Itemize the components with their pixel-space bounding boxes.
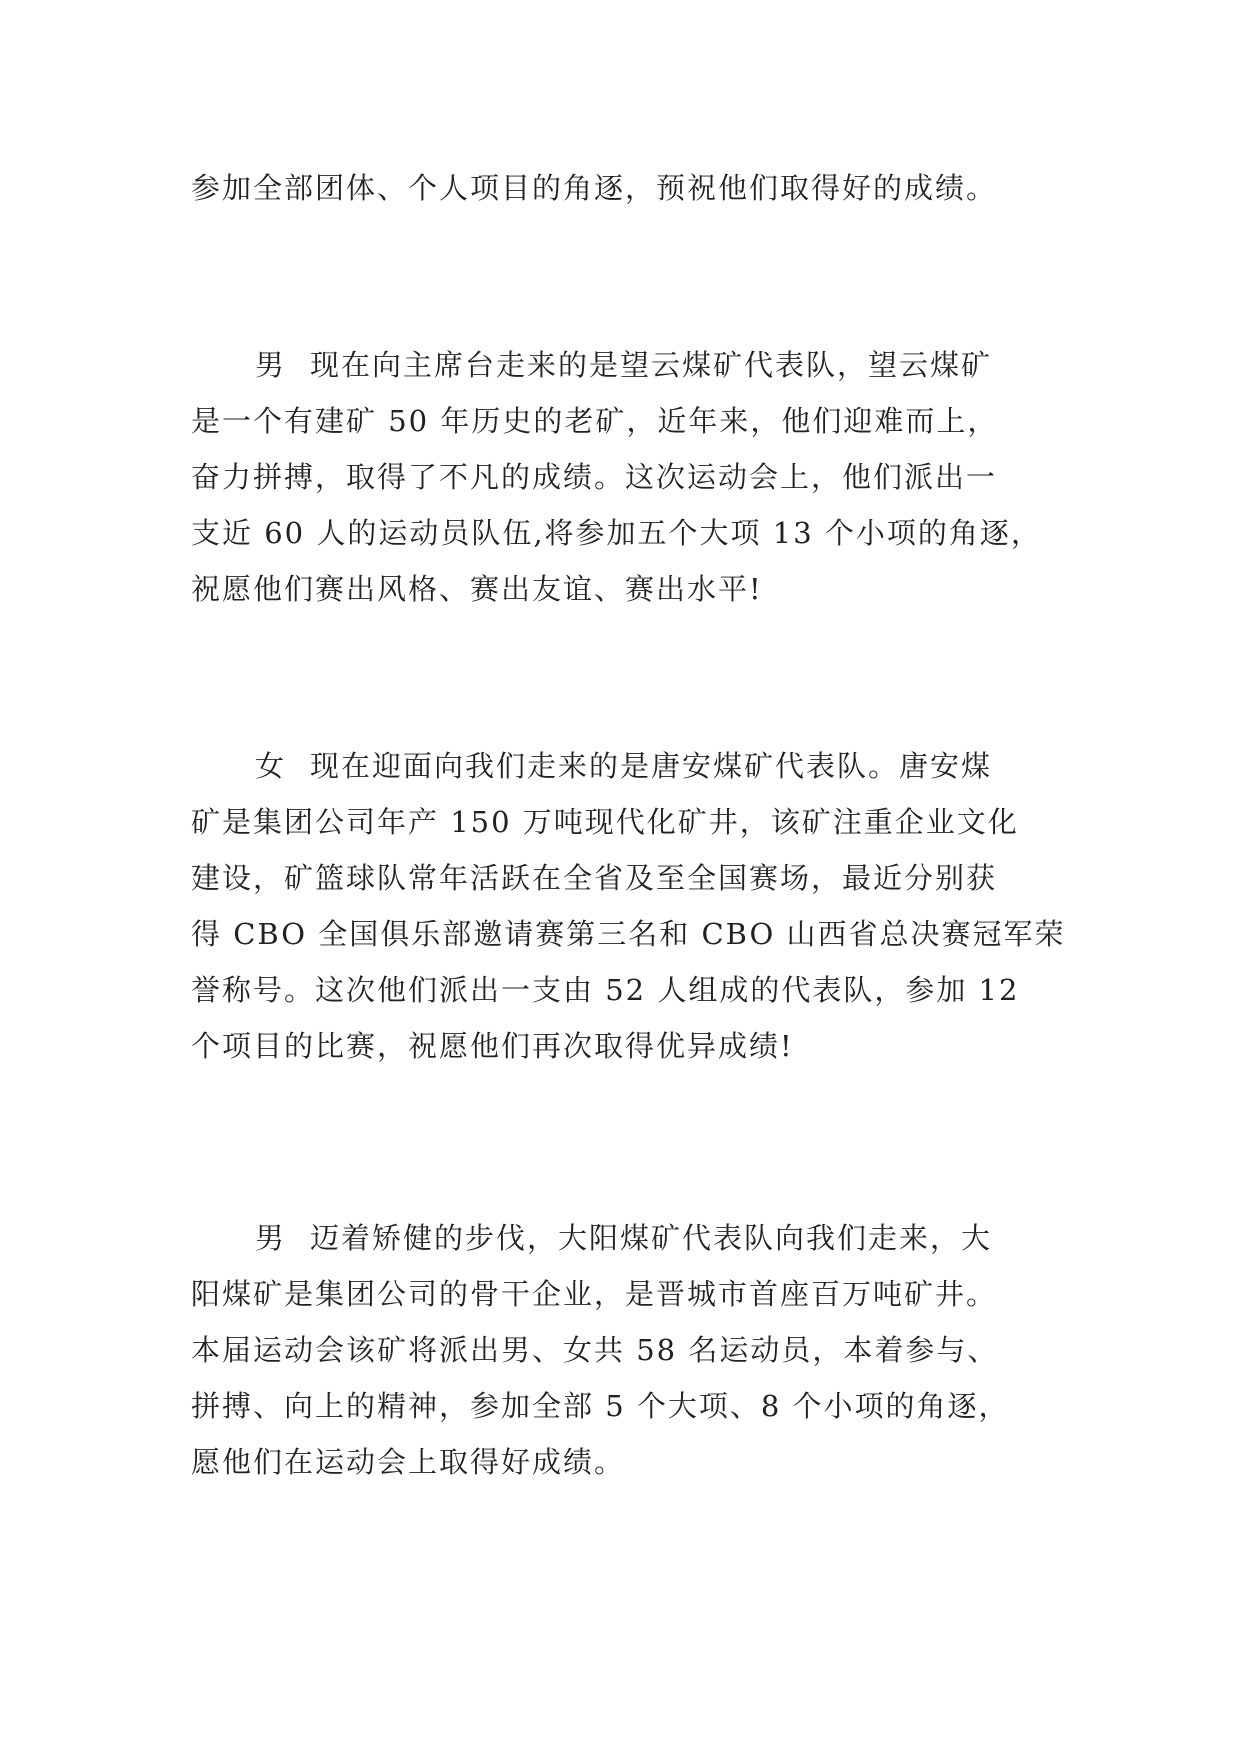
text-line-content: 现在迎面向我们走来的是唐安煤矿代表队。唐安煤 [310, 749, 993, 783]
text-line: 矿是集团公司年产 150 万吨现代化矿井，该矿注重企业文化 [191, 805, 1019, 839]
text-line: 支近 60 人的运动员队伍,将参加五个大项 13 个小项的角逐， [191, 516, 1042, 550]
text-line: 个项目的比赛，祝愿他们再次取得优异成绩! [191, 1029, 794, 1063]
text-line: 祝愿他们赛出风格、赛出友谊、赛出水平! [191, 572, 763, 606]
paragraph-wangyun-team [191, 337, 1061, 617]
text-line: 奋力拼搏，取得了不凡的成绩。这次运动会上，他们派出一 [191, 460, 998, 494]
text-line: 得 CBO 全国俱乐部邀请赛第三名和 CBO 山西省总决赛冠军荣 [191, 917, 1066, 951]
text-line: 建设，矿篮球队常年活跃在全省及至全国赛场，最近分别获 [191, 861, 998, 895]
text-line [191, 738, 1061, 794]
text-line [191, 1210, 1061, 1266]
text-line [191, 337, 1061, 393]
text-line: 参加全部团体、个人项目的角逐，预祝他们取得好的成绩。 [191, 171, 998, 205]
text-line: 阳煤矿是集团公司的骨干企业，是晋城市首座百万吨矿井。 [191, 1277, 998, 1311]
text-line-content: 迈着矫健的步伐，大阳煤矿代表队向我们走来，大 [310, 1221, 993, 1255]
speaker-label: 男 [255, 1221, 287, 1255]
text-line: 拼搏、向上的精神，参加全部 5 个大项、8 个小项的角逐， [191, 1389, 1010, 1423]
speaker-label: 男 [255, 348, 287, 382]
text-line: 愿他们在运动会上取得好成绩。 [191, 1445, 626, 1479]
paragraph-continuation [191, 160, 1061, 216]
text-line: 誉称号。这次他们派出一支由 52 人组成的代表队，参加 12 [191, 973, 1020, 1007]
text-line: 本届运动会该矿将派出男、女共 58 名运动员，本着参与、 [191, 1333, 999, 1367]
paragraph-tangan-team [191, 738, 1066, 1074]
text-line: 是一个有建矿 50 年历史的老矿，近年来，他们迎难而上， [191, 404, 999, 438]
text-line-content: 现在向主席台走来的是望云煤矿代表队，望云煤矿 [310, 348, 993, 382]
speaker-label: 女 [255, 749, 287, 783]
paragraph-dayang-team [191, 1210, 1061, 1490]
